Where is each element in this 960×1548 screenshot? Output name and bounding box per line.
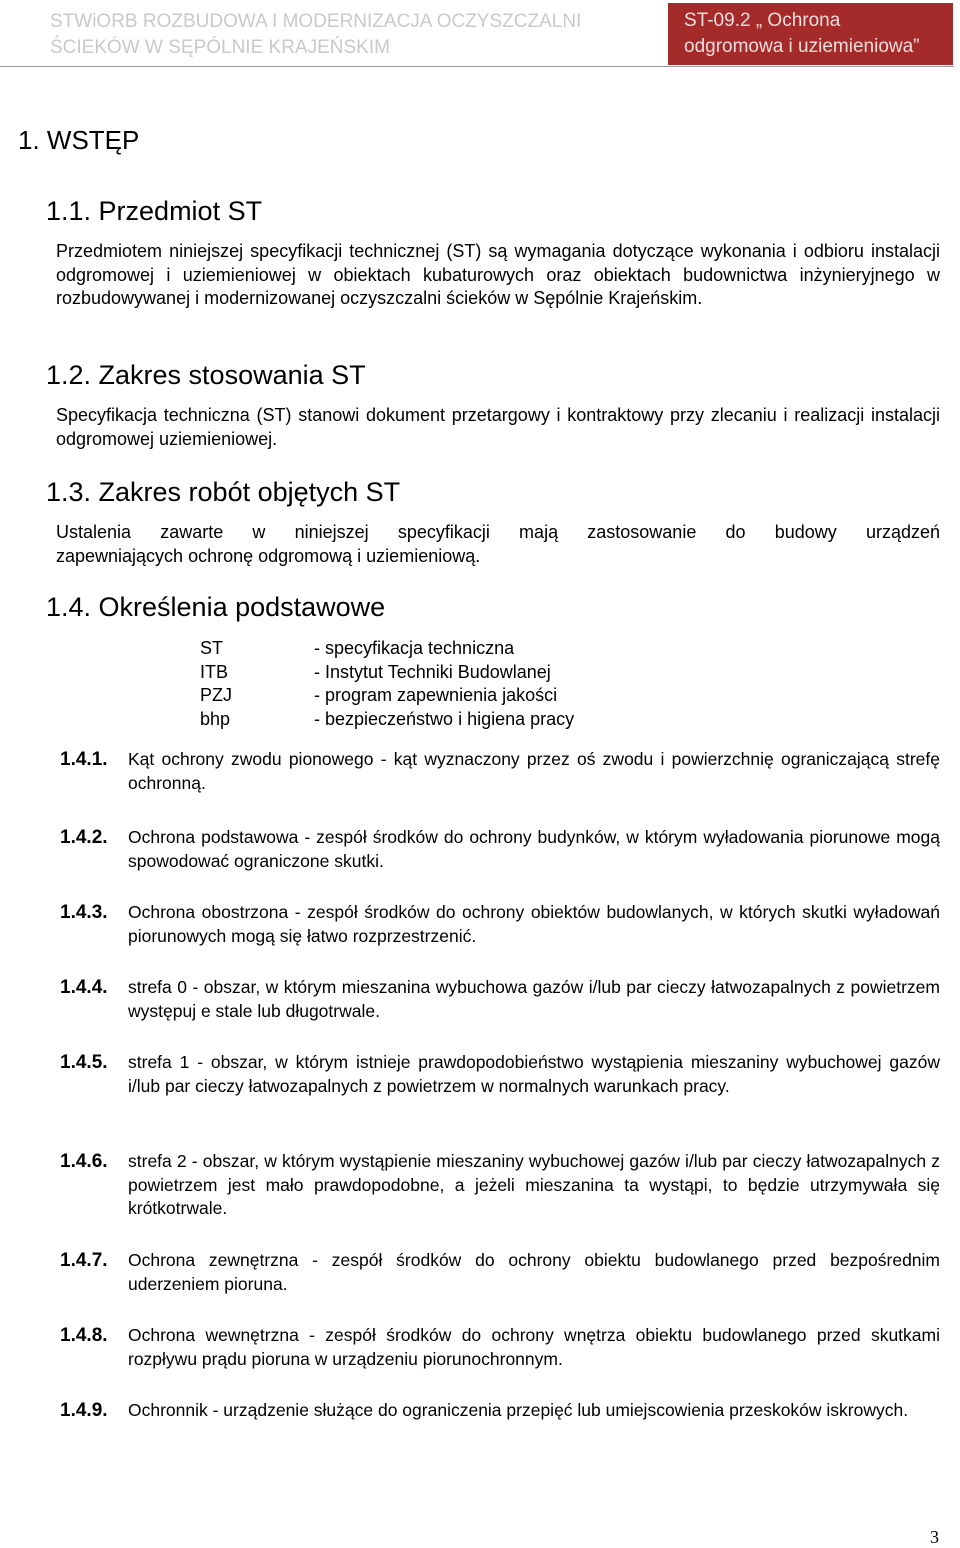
definition-text: Ochrona zewnętrzna - zespół środków do ochrony obiektu budowlanego przed bezpośrednim uderzeniem pioruna. (128, 1250, 940, 1294)
definition-text: strefa 2 - obszar, w którym wystąpienie mieszaniny wybuchowej gazów i/lub par cieczy łatwozapalnych z powietrzem jest mało prawdopodobne, a jeżeli mieszanina ta wystąpi, to będzie utrzymywała się krótkotrwale. (128, 1151, 940, 1218)
abbreviation-row (200, 684, 574, 708)
definition-number: 1.4.2. (60, 827, 108, 848)
definition-item (60, 748, 940, 795)
definition-text: strefa 1 - obszar, w którym istnieje prawdopodobieństwo wystąpienia mieszaniny wybuchowej gazów i/lub par cieczy łatwozapalnych z powietrzem w normalnych warunkach pracy. (128, 1052, 940, 1096)
definition-number: 1.4.8. (60, 1325, 108, 1346)
header-project-line1: STWiORB ROZBUDOWA I MODERNIZACJA OCZYSZCZALNI (50, 11, 582, 32)
definition-item (60, 1249, 940, 1296)
abbreviations-list (200, 637, 574, 731)
definition-text: Ochrona obostrzona - zespół środków do ochrony obiektów budowlanych, w których skutki wyładowań piorunowych mogą się łatwo rozprzestrzenić. (128, 902, 940, 946)
definition-text: Ochrona wewnętrzna - zespół środków do ochrony wnętrza obiektu budowlanego przed skutkami rozpływu prądu pioruna w urządzeniu piorunochronnym. (128, 1325, 940, 1369)
heading-przedmiot-st: 1.1. Przedmiot ST (46, 196, 263, 226)
abbreviation-value: - program zapewnienia jakości (314, 685, 558, 705)
header-project-line2: ŚCIEKÓW W SĘPÓLNIE KRAJEŃSKIM (50, 37, 390, 58)
page-number: 3 (930, 1527, 939, 1547)
section-title-wstep: 1. WSTĘP (18, 125, 140, 155)
definition-text: Ochronnik - urządzenie służące do ograniczenia przepięć lub umiejscowienia przeskoków iskrowych. (128, 1400, 909, 1420)
heading-zakres-robot: 1.3. Zakres robót objętych ST (46, 477, 401, 507)
heading-zakres-stosowania: 1.2. Zakres stosowania ST (46, 360, 366, 390)
abbreviation-row (200, 661, 574, 685)
definition-item (60, 1051, 940, 1098)
definition-text: Kąt ochrony zwodu pionowego - kąt wyznaczony przez oś zwodu i powierzchnię ograniczającą strefę ochronną. (128, 749, 940, 793)
definition-item (60, 1324, 940, 1371)
definition-number: 1.4.4. (60, 977, 108, 998)
definition-text: strefa 0 - obszar, w którym mieszanina wybuchowa gazów i/lub par cieczy łatwozapalnych z powietrzem występuj e stale lub długotrwale. (128, 977, 940, 1021)
abbreviation-value: - bezpieczeństwo i higiena pracy (314, 708, 575, 729)
abbreviation-value: - specyfikacja techniczna (314, 638, 515, 658)
paragraph-przedmiot-st: Przedmiotem niniejszej specyfikacji technicznej (ST) są wymagania dotyczące wykonania i odbioru instalacji odgromowej i uziemieniowej w obiektach kubaturowych oraz obiektach budownictwa inżynieryjnego w rozbudowywanej i modernizowanej oczyszczalni ścieków w Sępólnie Krajeńskim. (56, 241, 940, 308)
paragraph-zakres-robot-line2: zapewniających ochronę odgromową i uziemieniową. (56, 545, 481, 566)
definition-number: 1.4.6. (60, 1151, 108, 1172)
definition-number: 1.4.9. (60, 1400, 108, 1421)
definition-number: 1.4.1. (60, 749, 108, 770)
definition-item (60, 1150, 940, 1221)
abbreviation-row (200, 637, 574, 661)
definition-number: 1.4.7. (60, 1250, 108, 1271)
heading-okreslenia: 1.4. Określenia podstawowe (46, 592, 386, 622)
abbreviation-row (200, 708, 574, 732)
header-project-title (4, 4, 664, 66)
paragraph-zakres-robot (56, 521, 940, 568)
abbreviation-key: PZJ (200, 685, 233, 705)
header-spec-line2: odgromowa i uziemieniowa” (684, 36, 920, 57)
paragraph-zakres-stosowania: Specyfikacja techniczna (ST) stanowi dokument przetargowy i kontraktowy przy zlecaniu i realizacji instalacji odgromowej uziemieniowej. (56, 405, 940, 449)
definition-item (60, 1399, 940, 1423)
paragraph-zakres-robot-line1: Ustalenia zawarte w niniejszej specyfikacji mają zastosowanie do budowy urządzeń (56, 522, 940, 542)
definition-item (60, 976, 940, 1023)
definition-number: 1.4.5. (60, 1052, 108, 1073)
header-spec-code (668, 3, 953, 65)
definition-text: Ochrona podstawowa - zespół środków do ochrony budynków, w którym wyładowania piorunowe mogą spowodować ograniczone skutki. (128, 827, 940, 871)
abbreviation-key: ST (200, 638, 224, 658)
abbreviation-key: ITB (200, 661, 229, 682)
header-spec-line1: ST-09.2 „ Ochrona (684, 10, 841, 31)
definition-item (60, 901, 940, 948)
abbreviation-value: - Instytut Techniki Budowlanej (314, 661, 551, 682)
page-header (0, 0, 954, 67)
definition-number: 1.4.3. (60, 902, 108, 923)
abbreviation-key: bhp (200, 708, 231, 729)
definition-item (60, 826, 940, 873)
